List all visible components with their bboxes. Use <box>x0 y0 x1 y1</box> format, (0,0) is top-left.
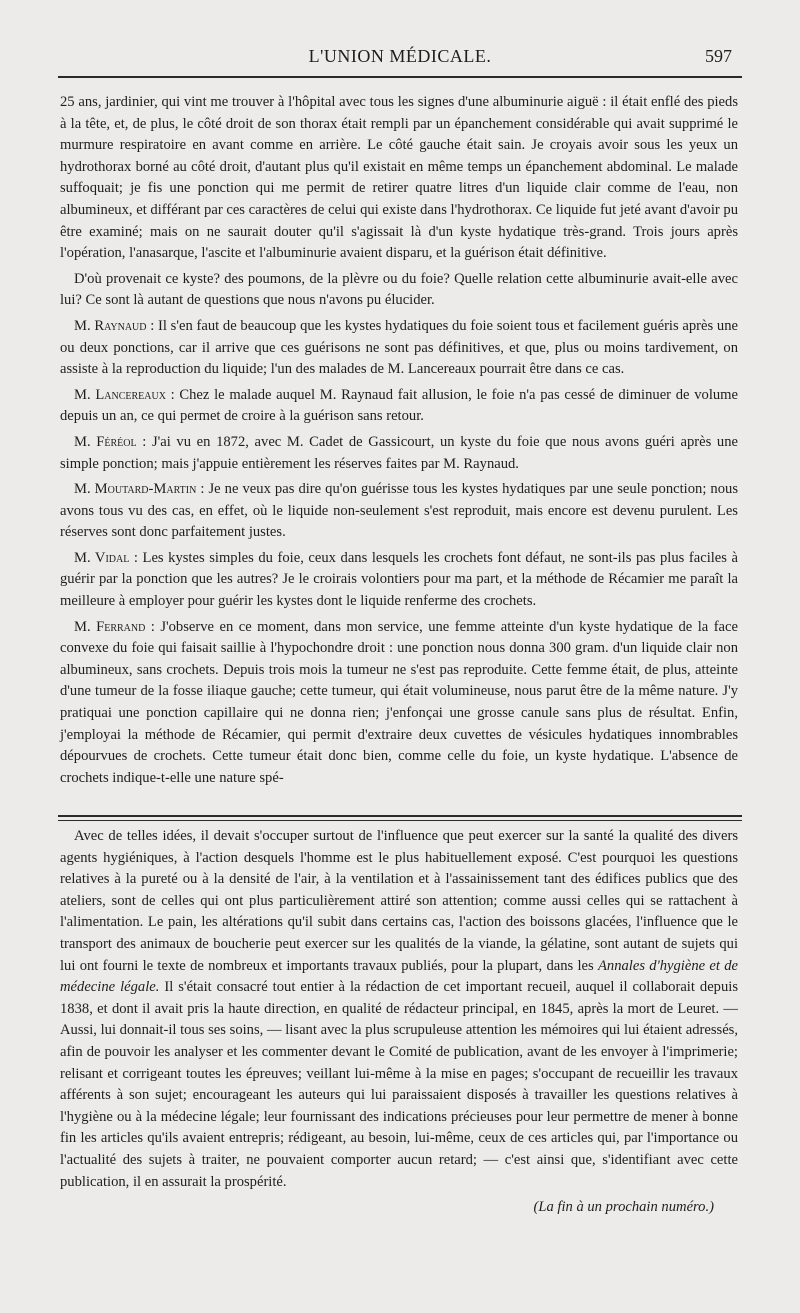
paragraph <box>60 92 738 265</box>
feuilleton-rule <box>58 815 742 817</box>
paragraph-text: D'où provenait ce kyste? des poumons, de la plèvre ou du foie? Quelle relation cette albuminurie avait-elle avec lui? Ce sont là autant de questions que nous n'avons pu élucider. <box>60 270 738 309</box>
paragraph <box>60 479 738 544</box>
paragraph <box>60 316 738 381</box>
paragraph-text: Je ne veux pas dire qu'on guérisse tous les kystes hydatiques par une seule ponction; nous avons tous vu des cas, en effet, où le liquide non-seulement s'est reproduit, mais encore est devenu purulent. Les réserves sont donc parfaitement justes. <box>60 481 739 541</box>
speaker-name: M. Ferrand : <box>74 618 155 635</box>
page-number: 597 <box>705 46 732 66</box>
paragraph <box>60 269 738 312</box>
paragraph-text: Avec de telles idées, il devait s'occuper surtout de l'influence que peut exercer sur la santé la qualité des divers agents hygiéniques, à l'action desquels l'homme est le plus habituellement exposé. C'est pourquoi les questions relatives à la pureté ou à la densité de l'air, à la ventilation et à l'assainissement tant des édifices publics que des ateliers, sont de celles qui ont plus particulièrement attiré son attention; comme aussi celles qui se rattachent à l'alimentation. Le pain, les altérations qu'il subit dans certains cas, l'action des boissons glacées, l'influence que le transport des animaux de boucherie peut exercer sur les qualités de la viande, la gélatine, sont autant de sujets qui lui ont fourni le texte de nombreux et importants travaux publiés, pour la plupart, dans les <box>60 828 738 974</box>
feuilleton-rule-thin <box>58 820 742 821</box>
paragraph <box>60 432 738 475</box>
feuilleton-section <box>60 826 738 1219</box>
speaker-name: M. Raynaud : <box>74 317 155 334</box>
speaker-name: M. Moutard-Martin : <box>74 481 205 498</box>
paragraph-text: Il s'en faut de beaucoup que les kystes hydatiques du foie soient tous et facilement guéris après une ou deux ponctions, car il arrive que ces guérisons ne sont pas définitives, et que, plus ou moins tardivement, on assiste à la reproduction du liquide; l'un des malades de M. Lancereaux pourrait être dans ce cas. <box>60 317 738 378</box>
paragraph <box>60 617 738 790</box>
speaker-name: M. Féréol : <box>74 433 147 450</box>
speaker-name: M. Vidal : <box>74 549 138 566</box>
paragraph-text: Chez le malade auquel M. Raynaud fait allusion, le foie n'a pas cessé de diminuer de volume depuis un an, ce qui permet de croire à la guérison sans retour. <box>60 386 738 425</box>
speaker-name: M. Lancereaux : <box>74 386 175 403</box>
paragraph <box>60 385 738 428</box>
discussion-section <box>60 92 738 789</box>
paragraph-text: J'ai vu en 1872, avec M. Cadet de Gassicourt, un kyste du foie que nous avons guéri après une simple ponction; mais j'appuie entièrement les réserves faites par M. Raynaud. <box>60 433 738 472</box>
journal-title: Annales d'hygiène et de médecine légale. <box>60 957 738 996</box>
paragraph-text: Il s'était consacré tout entier à la rédaction de cet important recueil, auquel il collaborait depuis 1838, et dont il avait pris la haute direction, en qualité de rédacteur principal, en 1845, après la mort de Leuret. — Aussi, lui donnait-il tous ses soins, — lisant avec la plus scrupuleuse attention les mémoires qui lui étaient adressés, afin de pouvoir les analyser et les commenter devant le Comité de publication, avant de les envoyer à l'imprimerie; relisant et corrigeant toutes les épreuves; veillant lui-même à la mise en pages; s'occupant de recueillir les travaux afférents à son sujet; encourageant les auteurs qui lui paraissaient disposés à travailler les questions relatives à l'hygiène ou à la médecine légale; leur fournissant des indications précieuses pour leur permettre de mener à bonne fin les articles qu'ils avaient entrepris; rédigeant, au besoin, lui-même, ceux de ces articles qui, par l'importance ou l'actualité des sujets à traiter, ne pouvaient comporter aucun retard; — c'est ainsi que, s'identifiant avec cette publication, il en assurait la prospérité. <box>60 979 738 1190</box>
continuation-note: (La fin à un prochain numéro.) <box>533 1199 714 1216</box>
paragraph-text: J'observe en ce moment, dans mon service, une femme atteinte d'un kyste hydatique de la face convexe du foie qui faisait saillie à l'hypochondre droit : une ponction nous donna 300 gram. d'un liquide clair non albumineux, sans crochets. Depuis trois mois la tumeur ne s'est pas reproduite. Cette femme était, de plus, atteinte d'une tumeur de la fosse iliaque gauche; cette tumeur, qui était volumineuse, nous parut être de la même nature. J'y pratiquai une ponction capillaire qui ne donna rien; j'enfonçai une grosse canule sans plus de résultat. Enfin, j'employai la méthode de Récamier, qui permit d'extraire deux cuvettes de vésicules hydatiques innombrables dépourvues de crochets. Cette tumeur était donc bien, comme celle du foie, un kyste hydatique. L'absence de crochets indique-t-elle une nature spé- <box>60 618 738 786</box>
running-title: L'UNION MÉDICALE. <box>308 46 492 66</box>
paragraph-text: 25 ans, jardinier, qui vint me trouver à l'hôpital avec tous les signes d'une albuminurie aiguë : il était enflé des pieds à la tête, et, de plus, le côté droit de son thorax était rempli par un épanchement considérable qui avait supprimé le murmure respiratoire en avant comme en arrière. Le côté gauche était sain. Je croyais avoir sous les yeux un hydrothorax borné au côté droit, d'autant plus qu'il existait en même temps un épanchement abdominal. Le malade suffoquait; je fis une ponction qui me permit de retirer quatre litres d'un liquide clair comme de l'eau, non albumineux, et différant par ces caractères de celui qui existe dans l'hydrothorax. Ce liquide fut jeté avant d'avoir pu être examiné; mais on ne saurait douter qu'il s'agissait là d'un kyste hydatique très-grand. Trois jours après l'opération, l'anasarque, l'ascite et l'albuminurie avaient disparu, et la guérison était définitive. <box>60 94 738 262</box>
paragraph-text: Les kystes simples du foie, ceux dans lesquels les crochets font défaut, ne sont-ils pas plus faciles à guérir par la ponction que les autres? Je le croirais volontiers pour ma part, et la méthode de Récamier me paraît la meilleure à employer pour guérir les kystes dont le liquide renferme des crochets. <box>60 549 739 610</box>
paragraph <box>60 548 738 613</box>
header-rule <box>58 76 742 78</box>
paragraph <box>60 826 738 1193</box>
page-header <box>60 46 740 76</box>
